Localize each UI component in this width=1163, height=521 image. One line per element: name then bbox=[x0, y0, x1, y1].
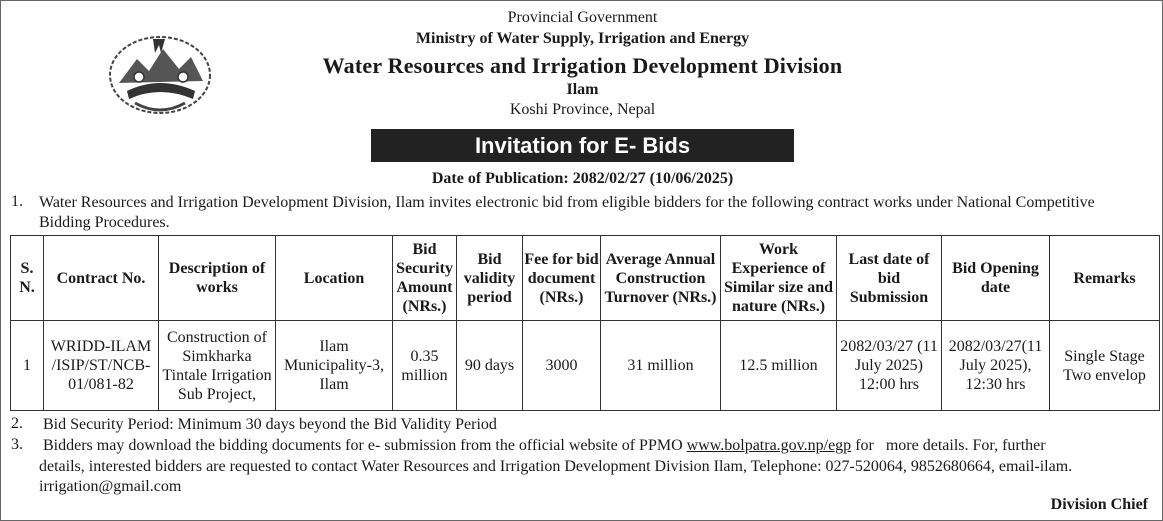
ministry-name: Ministry of Water Supply, Irrigation and Energy bbox=[415, 30, 750, 47]
col-header-remarks: Remarks bbox=[1050, 236, 1160, 321]
cell-bid-validity: 90 days bbox=[457, 321, 523, 411]
col-header-last-date: Last date of bid Submission bbox=[837, 236, 942, 321]
col-header-description: Description of works bbox=[159, 236, 276, 321]
para1-line2: Bidding Procedures. bbox=[39, 214, 170, 231]
cell-remarks: Single Stage Two envelop bbox=[1050, 321, 1160, 411]
provincial-government-line: Provincial Government bbox=[507, 9, 658, 26]
cell-last-date: 2082/03/27 (11 July 2025) 12:00 hrs bbox=[837, 321, 942, 411]
col-header-turnover: Average Annual Construction Turnover (NRs.) bbox=[601, 236, 721, 321]
bid-table bbox=[10, 235, 1160, 411]
publication-date: Date of Publication: 2082/02/27 (10/06/2025) bbox=[431, 170, 734, 187]
table-header-row bbox=[11, 236, 1160, 321]
para3-line2: details, interested bidders are requested to contact Water Resources and Irrigation Development Division Ilam, Telephone: 027-520064, 9852680664, email-ilam. bbox=[39, 458, 1073, 475]
para3-line1 bbox=[43, 436, 1046, 456]
col-header-sn: S. N. bbox=[11, 236, 44, 321]
cell-turnover: 31 million bbox=[601, 321, 721, 411]
col-header-contract-no: Contract No. bbox=[44, 236, 159, 321]
cell-fee: 3000 bbox=[523, 321, 601, 411]
para3-number: 3. bbox=[11, 436, 23, 453]
table-row bbox=[11, 321, 1160, 411]
col-header-bid-security: Bid Security Amount (NRs.) bbox=[393, 236, 457, 321]
para2-text: Bid Security Period: Minimum 30 days beyond the Bid Validity Period bbox=[43, 416, 497, 433]
province-line: Koshi Province, Nepal bbox=[509, 101, 656, 118]
para2-number: 2. bbox=[11, 415, 23, 432]
para3-text-b: for more details. For, further bbox=[851, 437, 1046, 454]
col-header-location: Location bbox=[276, 236, 393, 321]
cell-description: Construction of Simkharka Tintale Irrigation Sub Project, bbox=[159, 321, 276, 411]
notice-title-banner: Invitation for E- Bids bbox=[371, 129, 794, 162]
col-header-opening-date: Bid Opening date bbox=[942, 236, 1050, 321]
col-header-bid-validity: Bid validity period bbox=[457, 236, 523, 321]
district-name: Ilam bbox=[566, 81, 599, 98]
division-name: Water Resources and Irrigation Development Division bbox=[322, 53, 843, 78]
para1-line1: Water Resources and Irrigation Development Division, Ilam invites electronic bid from eligible bidders for the following contract works under National Competitive bbox=[39, 194, 1095, 211]
cell-bid-security: 0.35 million bbox=[393, 321, 457, 411]
ppmo-website-link[interactable]: www.bolpatra.gov.np/egp bbox=[686, 437, 852, 454]
para1-number: 1. bbox=[11, 193, 23, 210]
division-chief-signature: Division Chief bbox=[1050, 496, 1148, 513]
cell-contract-no: WRIDD-ILAM /ISIP/ST/NCB-01/081-82 bbox=[44, 321, 159, 411]
para3-line3: irrigation@gmail.com bbox=[39, 478, 182, 495]
cell-sn: 1 bbox=[11, 321, 44, 411]
cell-opening-date: 2082/03/27(11 July 2025), 12:30 hrs bbox=[942, 321, 1050, 411]
para3-text-a: Bidders may download the bidding documents for e- submission from the official website of PPMO bbox=[43, 437, 687, 454]
col-header-work-experience: Work Experience of Similar size and nature (NRs.) bbox=[721, 236, 837, 321]
cell-location: Ilam Municipality-3, Ilam bbox=[276, 321, 393, 411]
cell-work-experience: 12.5 million bbox=[721, 321, 837, 411]
col-header-fee: Fee for bid document (NRs.) bbox=[523, 236, 601, 321]
